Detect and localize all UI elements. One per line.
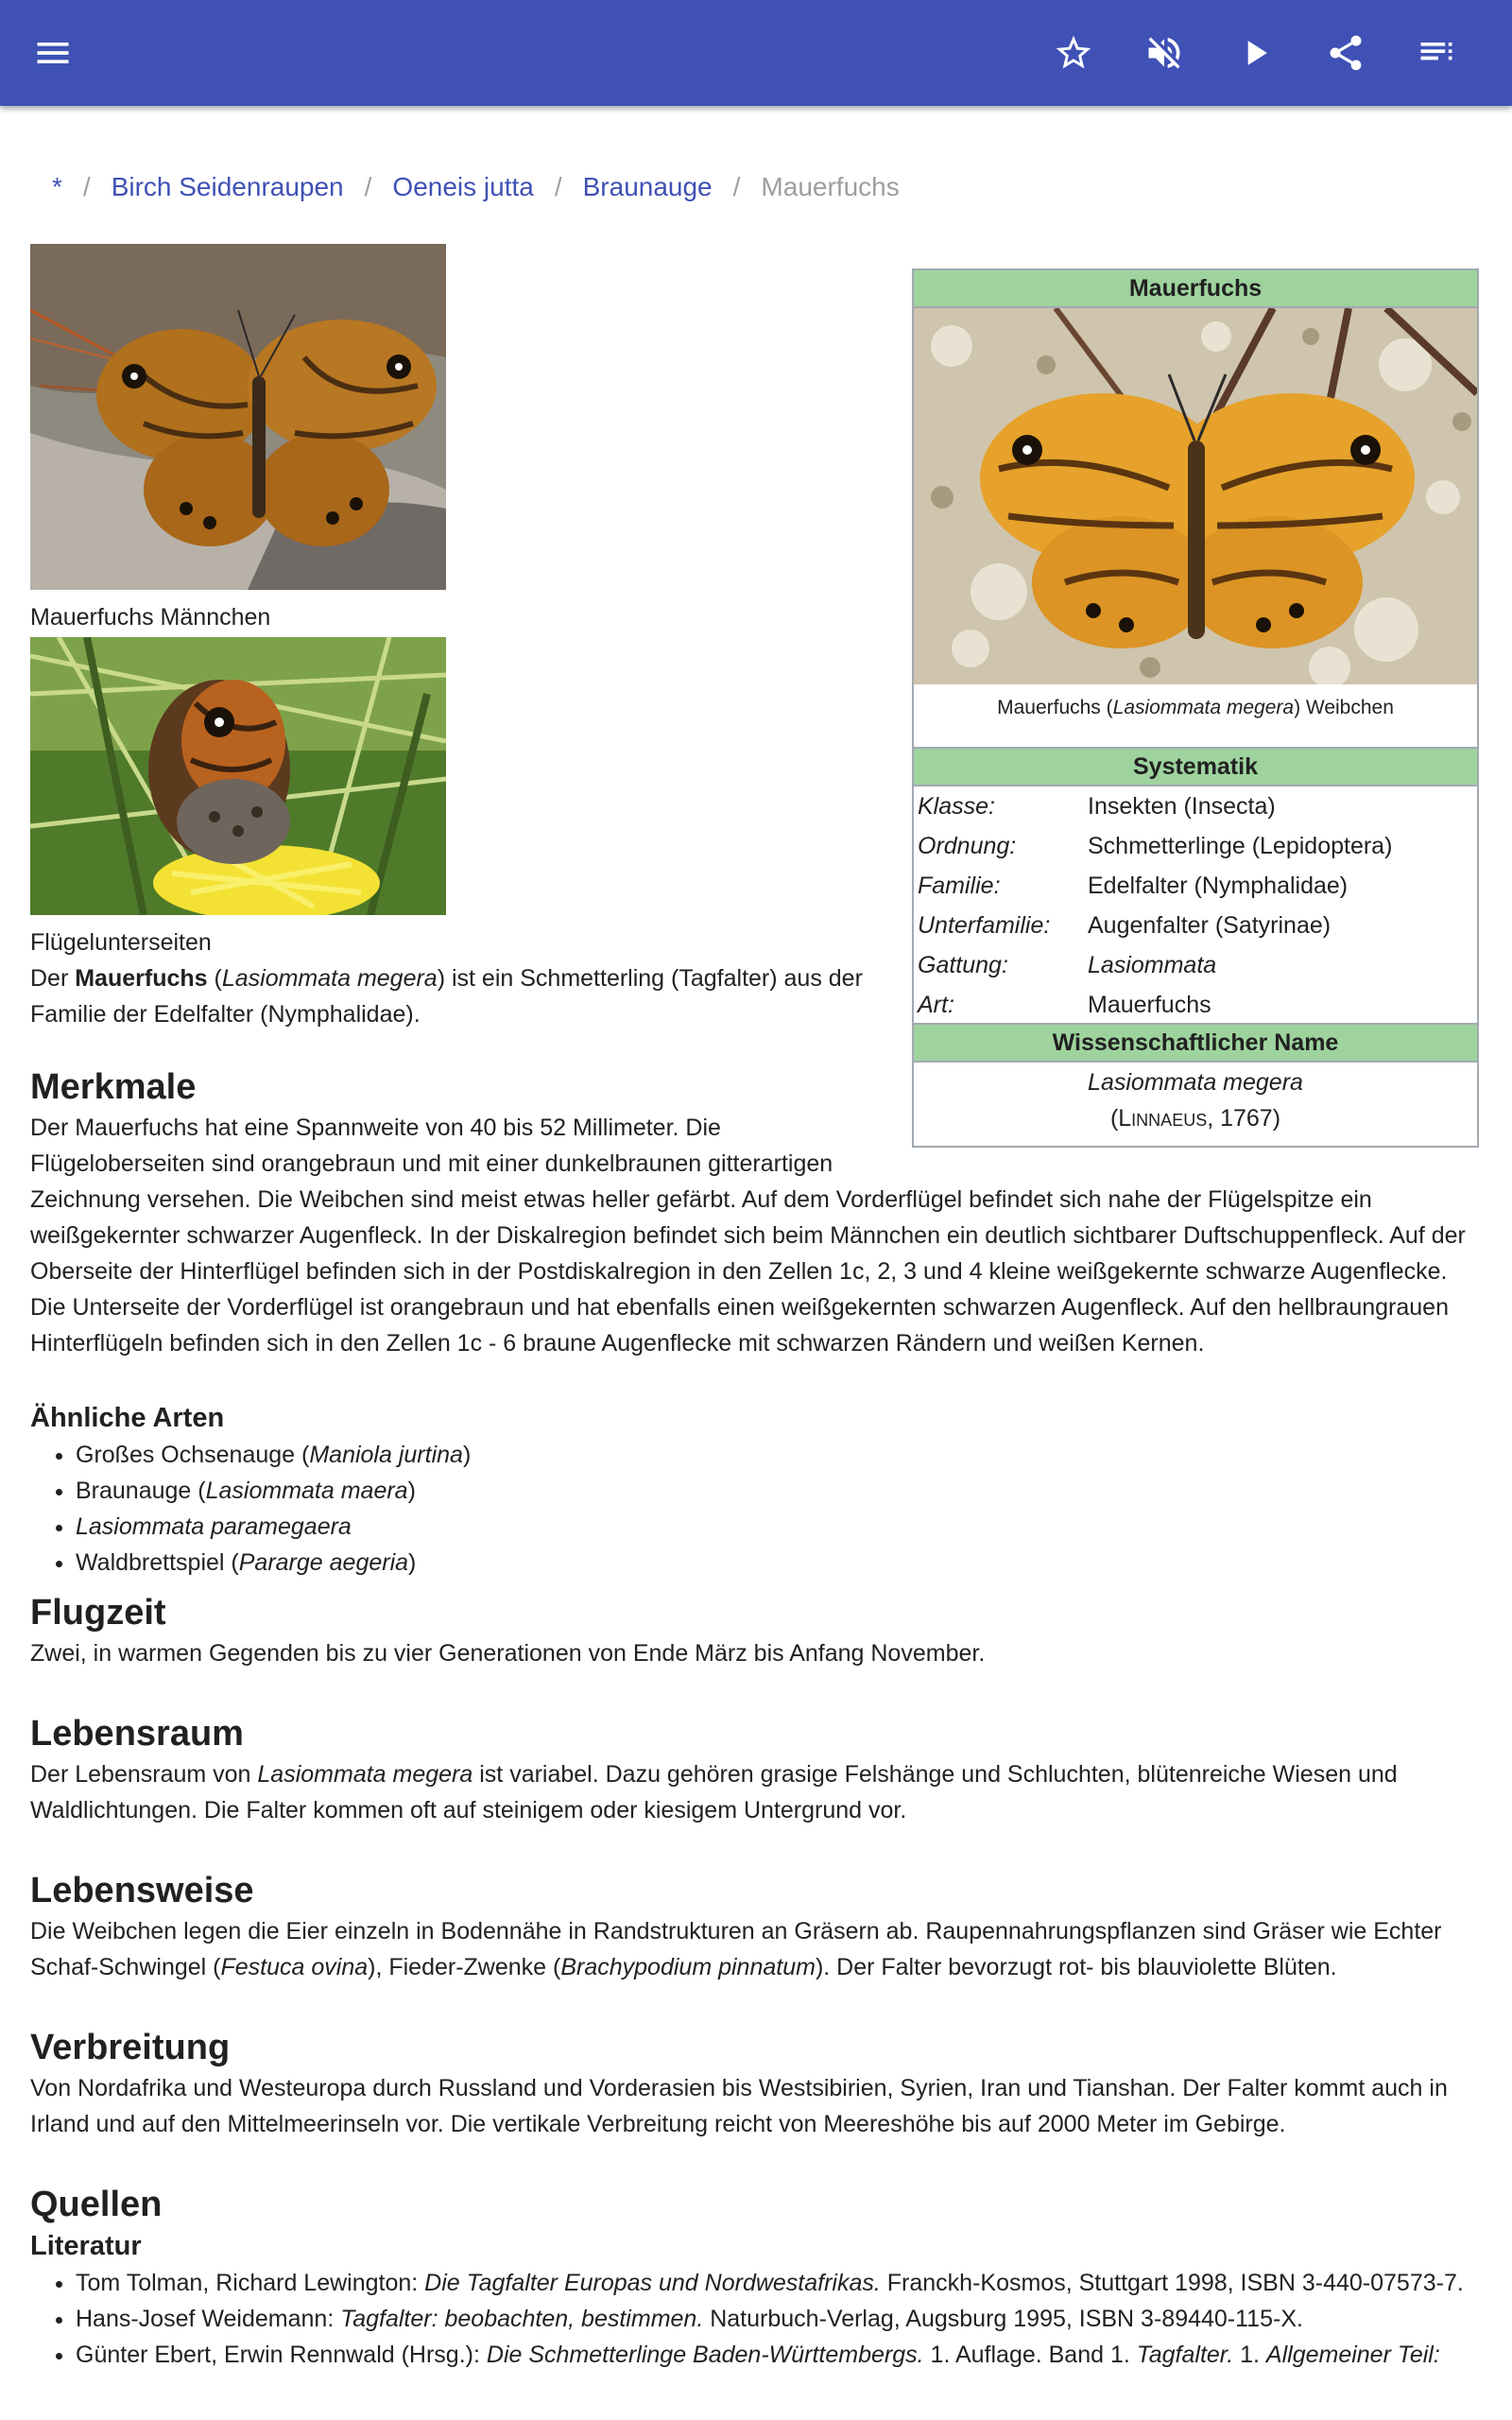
heading-lebensraum: Lebensraum xyxy=(30,1714,244,1754)
underside-photo[interactable] xyxy=(30,637,446,915)
taxo-value[interactable]: Augenfalter (Satyrinae) xyxy=(1088,912,1332,939)
butterfly-underside-image xyxy=(30,637,446,915)
breadcrumb-separator: / xyxy=(82,172,91,201)
mute-icon xyxy=(1143,32,1185,74)
book-title: Tagfalter: beobachten, bestimmen. xyxy=(340,2306,704,2332)
taxo-value[interactable]: Schmetterlinge (Lepidoptera) xyxy=(1088,833,1393,859)
systematik-header: Systematik xyxy=(914,749,1477,786)
menu-icon xyxy=(32,32,74,74)
author-text: Hans-Josef Weidemann: xyxy=(76,2306,341,2332)
taxobox-photo[interactable] xyxy=(914,308,1477,684)
breadcrumb-separator: / xyxy=(732,172,741,201)
paren: ) xyxy=(408,1549,417,1576)
book-title: Allgemeiner Teil: xyxy=(1265,2342,1440,2368)
paren: ) xyxy=(407,1478,416,1504)
taxobox-caption xyxy=(914,684,1477,749)
taxo-key: Unterfamilie: xyxy=(918,912,1051,939)
list-item xyxy=(76,1509,1486,1545)
verbreitung-text: Von Nordafrika und Westeuropa durch Russland und Vorderasien bis Westsibirien, Syrien, Iran und Tianshan. Der Falter kommt auch in Irland und auf den Mittelmeerinseln vor. Die vertikale Verbreitung reicht von Meereshöhe bis auf 2000 Meter im Gebirge. xyxy=(30,2075,1448,2137)
book-title: Tagfalter. xyxy=(1136,2342,1234,2368)
author-text: Günter Ebert, Erwin Rennwald (Hrsg.): xyxy=(76,2342,487,2368)
intro-scientific-name: Lasiommata megera xyxy=(221,965,438,992)
book-title: Die Schmetterlinge Baden-Württembergs. xyxy=(486,2342,924,2368)
species-common-name[interactable]: Großes Ochsenauge ( xyxy=(76,1442,310,1468)
section-aehnliche-arten xyxy=(30,1399,1486,1581)
merkmale-line: Der Mauerfuchs hat eine Spannweite von 40 bis 52 Millimeter. Die xyxy=(30,1115,721,1141)
breadcrumb-oeneis-jutta[interactable]: Oeneis jutta xyxy=(392,172,534,201)
favorite-button[interactable] xyxy=(1047,26,1100,79)
scientific-name: Lasiommata megera xyxy=(1088,1069,1303,1096)
text: ), Fieder-Zwenke ( xyxy=(368,1954,561,1980)
list-item xyxy=(76,2337,1486,2373)
breadcrumb-separator: / xyxy=(554,172,562,201)
intro-text: ( xyxy=(207,965,222,992)
heading-literatur: Literatur xyxy=(30,2231,142,2261)
list-item xyxy=(76,1545,1486,1581)
breadcrumb-current: Mauerfuchs xyxy=(761,172,900,201)
publisher-text: 1. xyxy=(1233,2342,1266,2368)
taxo-row-unterfamilie xyxy=(914,906,1477,945)
playlist-icon xyxy=(1416,32,1457,74)
heading-aehnliche-arten: Ähnliche Arten xyxy=(30,1403,225,1433)
taxo-row-familie xyxy=(914,866,1477,906)
play-icon xyxy=(1234,32,1276,74)
paren: ) xyxy=(462,1442,472,1468)
share-button[interactable] xyxy=(1319,26,1372,79)
taxo-key: Klasse: xyxy=(918,793,995,820)
species-scientific-name: Pararge aegeria xyxy=(238,1549,409,1576)
share-icon xyxy=(1325,32,1366,74)
list-item xyxy=(76,2265,1486,2301)
species-common-name[interactable]: Braunauge ( xyxy=(76,1478,206,1504)
species-scientific-name: Maniola jurtina xyxy=(309,1442,463,1468)
taxo-value[interactable]: Insekten (Insecta) xyxy=(1088,793,1276,820)
section-lebensraum xyxy=(30,1711,1486,1828)
species-common-name[interactable]: Waldbrettspiel ( xyxy=(76,1549,239,1576)
breadcrumb xyxy=(52,168,900,206)
section-lebensweise xyxy=(30,1868,1486,1985)
taxo-value: Mauerfuchs xyxy=(1088,992,1211,1018)
caption-text: Mauerfuchs ( xyxy=(997,697,1113,718)
book-title: Die Tagfalter Europas und Nordwestafrikas. xyxy=(424,2270,881,2296)
scientific-name: Brachypodium pinnatum xyxy=(560,1954,816,1980)
intro-paragraph xyxy=(30,960,881,1032)
butterfly-male-image xyxy=(30,244,446,590)
male-photo-caption: Mauerfuchs Männchen xyxy=(30,604,271,631)
breadcrumb-home[interactable]: * xyxy=(52,172,62,201)
text: Der Lebensraum von xyxy=(30,1761,258,1788)
section-flugzeit xyxy=(30,1590,1486,1671)
taxo-row-gattung xyxy=(914,945,1477,985)
heading-merkmale: Merkmale xyxy=(30,1067,197,1107)
list-item xyxy=(76,2301,1486,2337)
author-text: , 1767) xyxy=(1207,1105,1281,1132)
mute-button[interactable] xyxy=(1138,26,1191,79)
author-text: ( xyxy=(1109,1105,1119,1132)
publisher-text: Naturbuch-Verlag, Augsburg 1995, ISBN 3-89440-115-X. xyxy=(703,2306,1303,2332)
taxobox-title: Mauerfuchs xyxy=(914,270,1477,308)
scientific-name: Festuca ovina xyxy=(220,1954,369,1980)
lebensraum-text xyxy=(30,1756,1486,1828)
taxo-row-klasse xyxy=(914,786,1477,826)
menu-button[interactable] xyxy=(26,26,79,79)
heading-verbreitung: Verbreitung xyxy=(30,2028,231,2067)
taxo-key: Art: xyxy=(918,992,954,1018)
section-quellen xyxy=(30,2182,1486,2373)
play-button[interactable] xyxy=(1228,26,1281,79)
heading-quellen: Quellen xyxy=(30,2185,163,2224)
intro-text: ) ist ein Schmetterling (Tagfalter) aus der Familie der Edelfalter (Nymphalidae). xyxy=(30,965,863,1028)
underside-photo-caption: Flügelunterseiten xyxy=(30,929,212,956)
list-item xyxy=(76,1437,1486,1473)
taxo-row-art xyxy=(914,985,1477,1025)
lebensweise-text xyxy=(30,1913,1486,1985)
butterfly-female-image xyxy=(914,308,1477,684)
heading-flugzeit: Flugzeit xyxy=(30,1593,166,1633)
publisher-text: Franckh-Kosmos, Stuttgart 1998, ISBN 3-440-07573-7. xyxy=(880,2270,1464,2296)
star-icon xyxy=(1053,32,1094,74)
taxo-key: Ordnung: xyxy=(918,833,1017,859)
species-scientific-name: Lasiommata maera xyxy=(205,1478,408,1504)
breadcrumb-braunauge[interactable]: Braunauge xyxy=(582,172,713,201)
scientific-name-header: Wissenschaftlicher Name xyxy=(914,1025,1477,1063)
taxo-row-ordnung xyxy=(914,826,1477,866)
playlist-button[interactable] xyxy=(1410,26,1463,79)
app-bar xyxy=(0,0,1512,106)
heading-lebensweise: Lebensweise xyxy=(30,1871,254,1910)
text: ). Der Falter bevorzugt rot- bis blauviolette Blüten. xyxy=(815,1954,1337,1980)
scientific-name: Lasiommata megera xyxy=(257,1761,473,1788)
author-text: Tom Tolman, Richard Lewington: xyxy=(76,2270,425,2296)
intro-species-name: Mauerfuchs xyxy=(75,965,208,992)
author-name[interactable]: Linnaeus xyxy=(1118,1105,1208,1132)
taxobox xyxy=(912,268,1479,1148)
breadcrumb-separator: / xyxy=(364,172,372,201)
text: ist variabel. Dazu gehören grasige Felshänge und Schluchten, blütenreiche Wiesen und Waldlichtungen. Die Falter kommen oft auf steinigem oder kiesigem Untergrund vor. xyxy=(30,1761,1398,1824)
breadcrumb-birch-seidenraupen[interactable]: Birch Seidenraupen xyxy=(111,172,344,201)
merkmale-line: Flügeloberseiten sind orangebraun und mit einer dunkelbraunen gitterartigen xyxy=(30,1150,833,1177)
list-item xyxy=(76,1473,1486,1509)
merkmale-rest: Zeichnung versehen. Die Weibchen sind meist etwas heller gefärbt. Auf dem Vorderflügel befindet sich nahe der Flügelspitze ein weißgekernter schwarzer Augenfleck. In der Diskalregion befindet sich beim Männchen ein deutlich sichtbarer Duftschuppenfleck. Auf der Oberseite der Hinterflügel befinden sich in der Postdiskalregion in den Zellen 1c, 2, 3 und 4 kleine weißgekernte schwarze Augenflecke. Die Unterseite der Vorderflügel ist orangebraun und hat ebenfalls einen weißgekernten schwarzen Augenfleck. Auf den hellbraungrauen Hinterflügeln befinden sich in den Zellen 1c - 6 braune Augenflecke mit schwarzen Rändern und weißen Kernen. xyxy=(30,1186,1466,1357)
male-photo[interactable] xyxy=(30,244,446,590)
similar-species-list xyxy=(30,1437,1486,1581)
taxo-key: Familie: xyxy=(918,873,1001,899)
species-scientific-name: Lasiommata paramegaera xyxy=(76,1513,352,1540)
intro-text: Der xyxy=(30,965,76,992)
taxo-key: Gattung: xyxy=(918,952,1008,978)
publisher-text: 1. Auflage. Band 1. xyxy=(923,2342,1137,2368)
caption-scientific-name: Lasiommata megera xyxy=(1112,697,1295,718)
text: Die Weibchen legen die Eier einzeln in Bodennähe in Randstrukturen an Gräsern ab. Raupennahrungspflanzen sind Gräser wie Echter Schaf-Schwingel ( xyxy=(30,1918,1442,1980)
caption-text: ) Weibchen xyxy=(1294,697,1394,718)
flugzeit-text: Zwei, in warmen Gegenden bis zu vier Generationen von Ende März bis Anfang November. xyxy=(30,1640,986,1667)
taxo-value[interactable]: Lasiommata xyxy=(1088,952,1217,978)
taxo-value[interactable]: Edelfalter (Nymphalidae) xyxy=(1088,873,1349,899)
section-verbreitung xyxy=(30,2025,1486,2142)
section-merkmale xyxy=(30,1064,1486,1361)
literature-list xyxy=(30,2265,1486,2373)
